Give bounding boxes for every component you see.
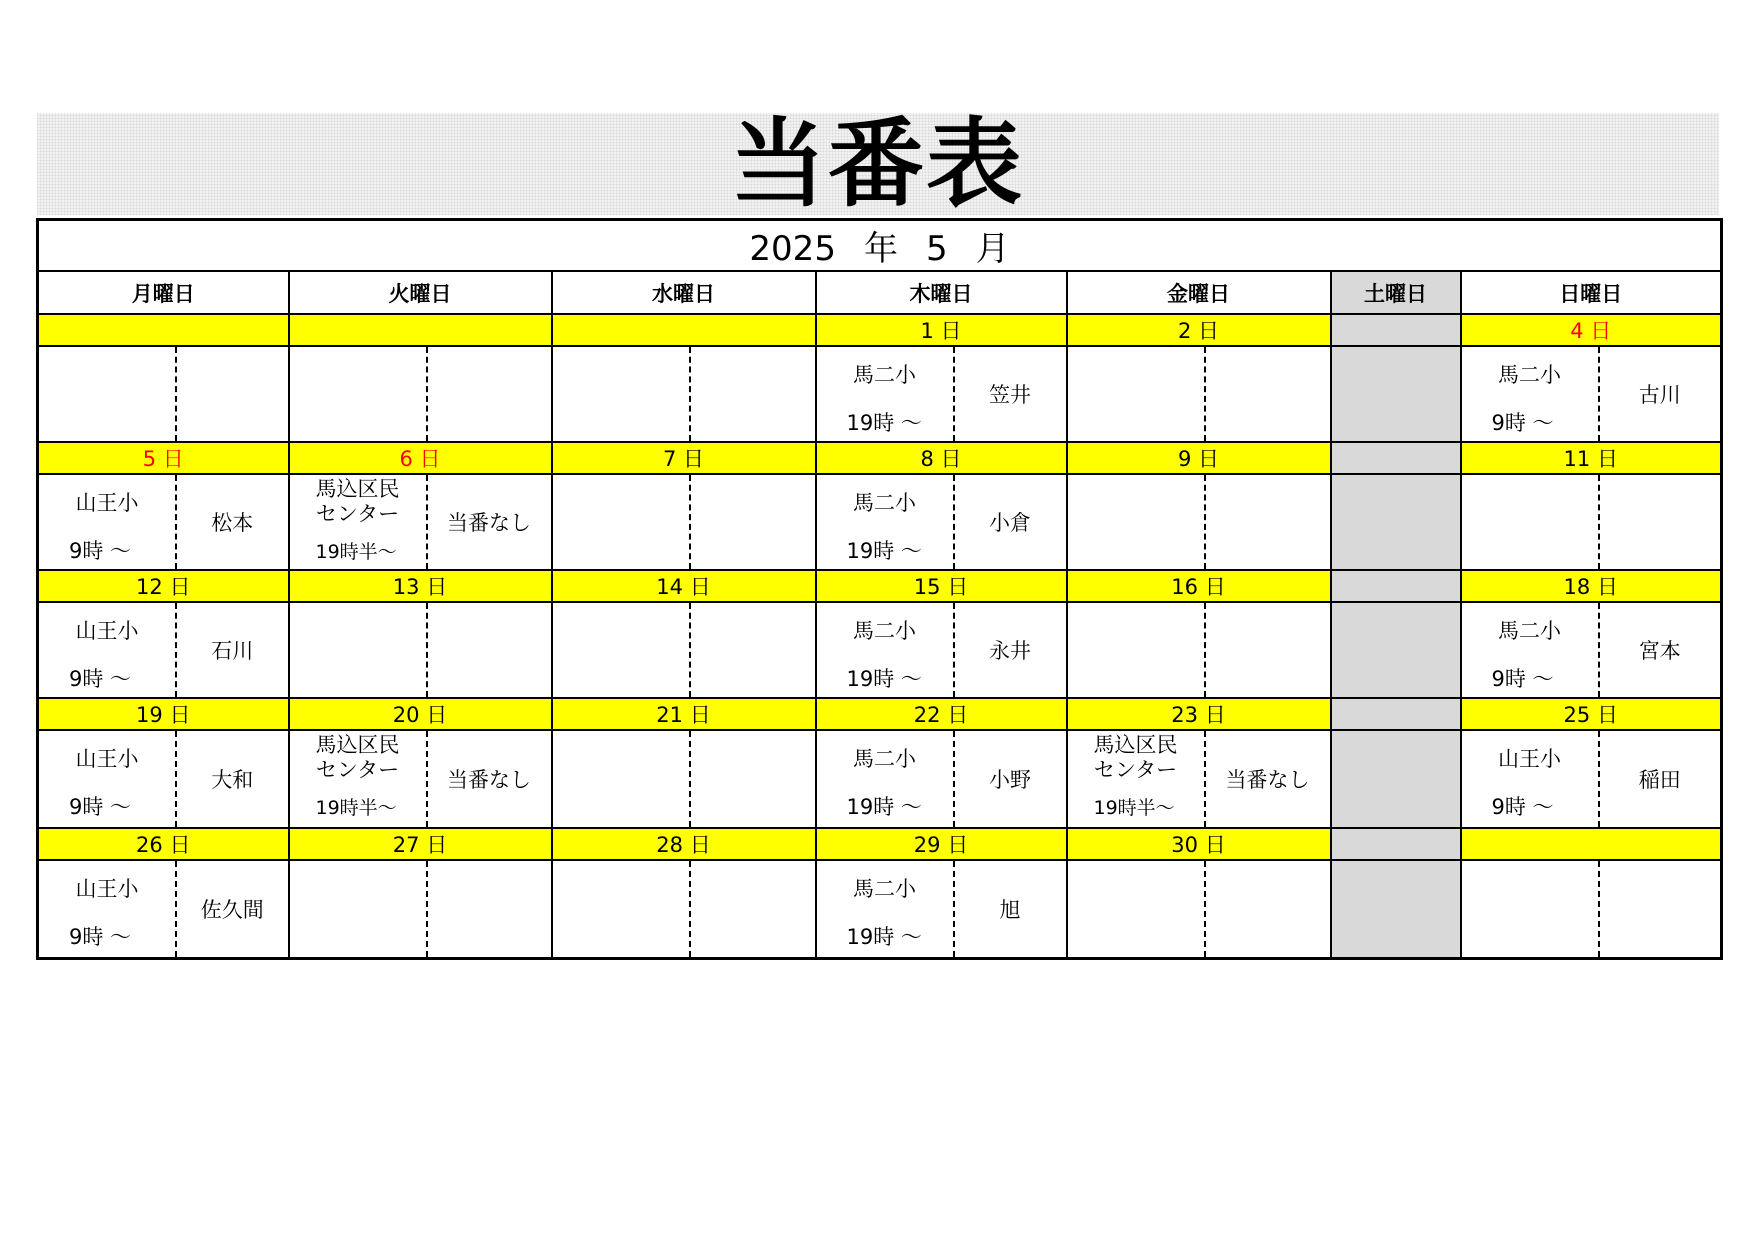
- month-value: 5: [925, 229, 948, 269]
- day-cell: [1461, 730, 1722, 828]
- venue-time-section: [1068, 475, 1206, 569]
- weekday-sunday: 日曜日: [1461, 271, 1722, 314]
- day-cell: [1331, 474, 1461, 570]
- person-name: 永井: [989, 639, 1031, 663]
- venue: 山王小: [1498, 747, 1561, 771]
- venue: 馬二小: [853, 747, 916, 771]
- year-unit: 年: [863, 229, 898, 269]
- date-label: [1331, 442, 1461, 474]
- date-label: [1331, 570, 1461, 602]
- date-label: 7 日: [552, 442, 816, 474]
- venue-line-2: センター: [315, 502, 400, 526]
- date-label: 29 日: [816, 828, 1067, 860]
- day-cell: [1331, 346, 1461, 442]
- day-cell: [816, 860, 1067, 959]
- venue: 馬二小: [853, 619, 916, 643]
- weekday-wednesday: 水曜日: [552, 271, 816, 314]
- venue-time-section: [1068, 603, 1206, 697]
- duty-row: [38, 474, 1722, 570]
- date-label: 4 日: [1461, 314, 1722, 346]
- person-name: [1600, 861, 1721, 957]
- venue: 山王小: [75, 877, 139, 901]
- person-name: [1206, 861, 1330, 957]
- venue-line-1: 馬込区民: [315, 477, 400, 501]
- venue-time-section: [553, 603, 691, 697]
- venue-time-section: [553, 731, 691, 827]
- start-time: 9時 〜: [69, 795, 132, 819]
- person-name: [177, 347, 288, 441]
- person-name: [1206, 475, 1330, 569]
- venue-time-section: [1462, 731, 1600, 827]
- venue-time-section: [39, 861, 177, 957]
- weekday-saturday: 土曜日: [1331, 271, 1461, 314]
- day-cell: [816, 346, 1067, 442]
- venue-line-1: 馬込区民: [1093, 733, 1178, 757]
- day-cell: [1461, 474, 1722, 570]
- duty-row: [38, 602, 1722, 698]
- day-cell: [38, 860, 289, 959]
- venue-time-section: [817, 347, 955, 441]
- person-name: 松本: [211, 511, 254, 535]
- date-label: [1331, 698, 1461, 730]
- day-cell: [289, 730, 552, 828]
- day-cell: [1067, 346, 1331, 442]
- date-label: 9 日: [1067, 442, 1331, 474]
- date-label: 5 日: [38, 442, 289, 474]
- date-label: 19 日: [38, 698, 289, 730]
- day-cell: [289, 474, 552, 570]
- person-name: [691, 861, 815, 957]
- day-cell: [816, 602, 1067, 698]
- person-name: 宮本: [1638, 639, 1681, 663]
- month-header: [38, 220, 1722, 272]
- day-cell: [816, 474, 1067, 570]
- date-label: 15 日: [816, 570, 1067, 602]
- date-label: [38, 314, 289, 346]
- venue-time-section: [290, 475, 428, 569]
- venue-time-section: [39, 475, 177, 569]
- weekday-thursday: 木曜日: [816, 271, 1067, 314]
- person-name: [1206, 347, 1330, 441]
- weekday-friday: 金曜日: [1067, 271, 1331, 314]
- venue-line-2: センター: [1093, 758, 1178, 782]
- venue-line-1: 馬込区民: [315, 733, 400, 757]
- day-cell: [552, 346, 816, 442]
- venue-time-section: [1462, 861, 1600, 957]
- weekday-monday: 月曜日: [38, 271, 289, 314]
- start-time: 19時 〜: [846, 411, 922, 435]
- venue: 馬二小: [853, 877, 916, 901]
- date-label: 30 日: [1067, 828, 1331, 860]
- person-name: [691, 731, 815, 827]
- day-cell: [1067, 474, 1331, 570]
- venue-time-section: [817, 603, 955, 697]
- weekday-tuesday: 火曜日: [289, 271, 552, 314]
- start-time: 19時 〜: [846, 925, 922, 949]
- person-name: 古川: [1638, 383, 1681, 407]
- date-label: 28 日: [552, 828, 816, 860]
- venue-time-section: [817, 475, 955, 569]
- venue-time-section: [1068, 347, 1206, 441]
- start-time: 9時 〜: [1491, 667, 1554, 691]
- venue-time-section: [39, 603, 177, 697]
- venue-time-section: [553, 475, 691, 569]
- venue-line-2: センター: [315, 758, 400, 782]
- venue-time-section: [553, 347, 691, 441]
- day-cell: [1067, 860, 1331, 959]
- day-cell: [38, 730, 289, 828]
- start-time: 19時 〜: [846, 795, 922, 819]
- day-cell: [38, 346, 289, 442]
- start-time: 9時 〜: [69, 539, 132, 563]
- day-cell: [1067, 730, 1331, 828]
- date-row: [38, 314, 1722, 346]
- date-row: [38, 442, 1722, 474]
- venue-time-section: [39, 731, 177, 827]
- date-label: 18 日: [1461, 570, 1722, 602]
- weekday-header-row: [38, 271, 1722, 314]
- venue: 山王小: [75, 747, 139, 771]
- person-name: 笠井: [989, 383, 1031, 407]
- day-cell: [1461, 346, 1722, 442]
- month-unit: 月: [975, 229, 1010, 269]
- day-cell: [552, 602, 816, 698]
- day-cell: [289, 346, 552, 442]
- person-name: 当番なし: [1225, 768, 1310, 792]
- day-cell: [816, 730, 1067, 828]
- person-name: 小倉: [989, 511, 1031, 535]
- venue-time-section: [39, 347, 177, 441]
- day-cell: [38, 474, 289, 570]
- person-name: 石川: [211, 639, 254, 663]
- day-cell: [1461, 602, 1722, 698]
- date-row: [38, 698, 1722, 730]
- day-cell: [1331, 860, 1461, 959]
- person-name: [1206, 603, 1330, 697]
- person-name: [428, 603, 551, 697]
- date-label: [289, 314, 552, 346]
- person-name: 当番なし: [447, 768, 531, 792]
- venue-time-section: [817, 861, 955, 957]
- day-cell: [552, 860, 816, 959]
- day-cell: [289, 860, 552, 959]
- date-label: [1461, 828, 1722, 860]
- date-label: 14 日: [552, 570, 816, 602]
- venue: 山王小: [75, 619, 139, 643]
- person-name: [1600, 475, 1721, 569]
- date-label: 22 日: [816, 698, 1067, 730]
- date-row: [38, 828, 1722, 860]
- day-cell: [552, 474, 816, 570]
- start-time: 9時 〜: [1491, 795, 1554, 819]
- date-label: 1 日: [816, 314, 1067, 346]
- venue: 山王小: [75, 491, 139, 515]
- venue: 馬二小: [1498, 363, 1561, 387]
- date-label: 11 日: [1461, 442, 1722, 474]
- person-name: 佐久間: [200, 898, 264, 922]
- venue-time-section: [290, 603, 428, 697]
- person-name: 稲田: [1638, 768, 1681, 792]
- venue-time-section: [1462, 347, 1600, 441]
- date-label: 21 日: [552, 698, 816, 730]
- person-name: [691, 603, 815, 697]
- start-time: 9時 〜: [1491, 411, 1554, 435]
- person-name: [428, 861, 551, 957]
- date-label: 2 日: [1067, 314, 1331, 346]
- date-label: 23 日: [1067, 698, 1331, 730]
- duty-row: [38, 860, 1722, 959]
- date-label: [1331, 314, 1461, 346]
- duty-row: [38, 730, 1722, 828]
- date-label: 27 日: [289, 828, 552, 860]
- start-time: 19時半〜: [315, 797, 397, 819]
- day-cell: [1461, 860, 1722, 959]
- person-name: 大和: [211, 768, 254, 792]
- venue-time-section: [290, 347, 428, 441]
- date-label: 26 日: [38, 828, 289, 860]
- venue-time-section: [1462, 603, 1600, 697]
- venue-time-section: [817, 731, 955, 827]
- day-cell: [1067, 602, 1331, 698]
- venue-time-section: [290, 861, 428, 957]
- person-name: [428, 347, 551, 441]
- person-name: 小野: [989, 768, 1031, 792]
- date-label: [552, 314, 816, 346]
- day-cell: [289, 602, 552, 698]
- person-name: [691, 475, 815, 569]
- page-title: 当番表: [730, 108, 1024, 220]
- start-time: 19時 〜: [846, 667, 922, 691]
- day-cell: [552, 730, 816, 828]
- year-value: 2025: [749, 229, 836, 269]
- duty-calendar: [36, 218, 1723, 960]
- start-time: 19時半〜: [315, 541, 397, 563]
- start-time: 9時 〜: [69, 667, 132, 691]
- date-label: 12 日: [38, 570, 289, 602]
- date-label: 25 日: [1461, 698, 1722, 730]
- start-time: 19時半〜: [1093, 797, 1175, 819]
- venue: 馬二小: [853, 363, 916, 387]
- date-label: 13 日: [289, 570, 552, 602]
- date-label: 6 日: [289, 442, 552, 474]
- venue-time-section: [290, 731, 428, 827]
- day-cell: [38, 602, 289, 698]
- date-label: 16 日: [1067, 570, 1331, 602]
- date-label: 20 日: [289, 698, 552, 730]
- day-cell: [1331, 602, 1461, 698]
- date-label: [1331, 828, 1461, 860]
- venue-time-section: [1068, 731, 1206, 827]
- person-name: 旭: [999, 898, 1021, 922]
- month-header-row: [38, 220, 1722, 272]
- date-label: 8 日: [816, 442, 1067, 474]
- person-name: [691, 347, 815, 441]
- day-cell: [1331, 730, 1461, 828]
- venue-time-section: [1462, 475, 1600, 569]
- date-row: [38, 570, 1722, 602]
- duty-row: [38, 346, 1722, 442]
- venue-time-section: [553, 861, 691, 957]
- person-name: 当番なし: [447, 511, 531, 535]
- start-time: 19時 〜: [846, 539, 922, 563]
- venue-time-section: [1068, 861, 1206, 957]
- start-time: 9時 〜: [69, 925, 132, 949]
- venue: 馬二小: [1498, 619, 1561, 643]
- venue: 馬二小: [853, 491, 916, 515]
